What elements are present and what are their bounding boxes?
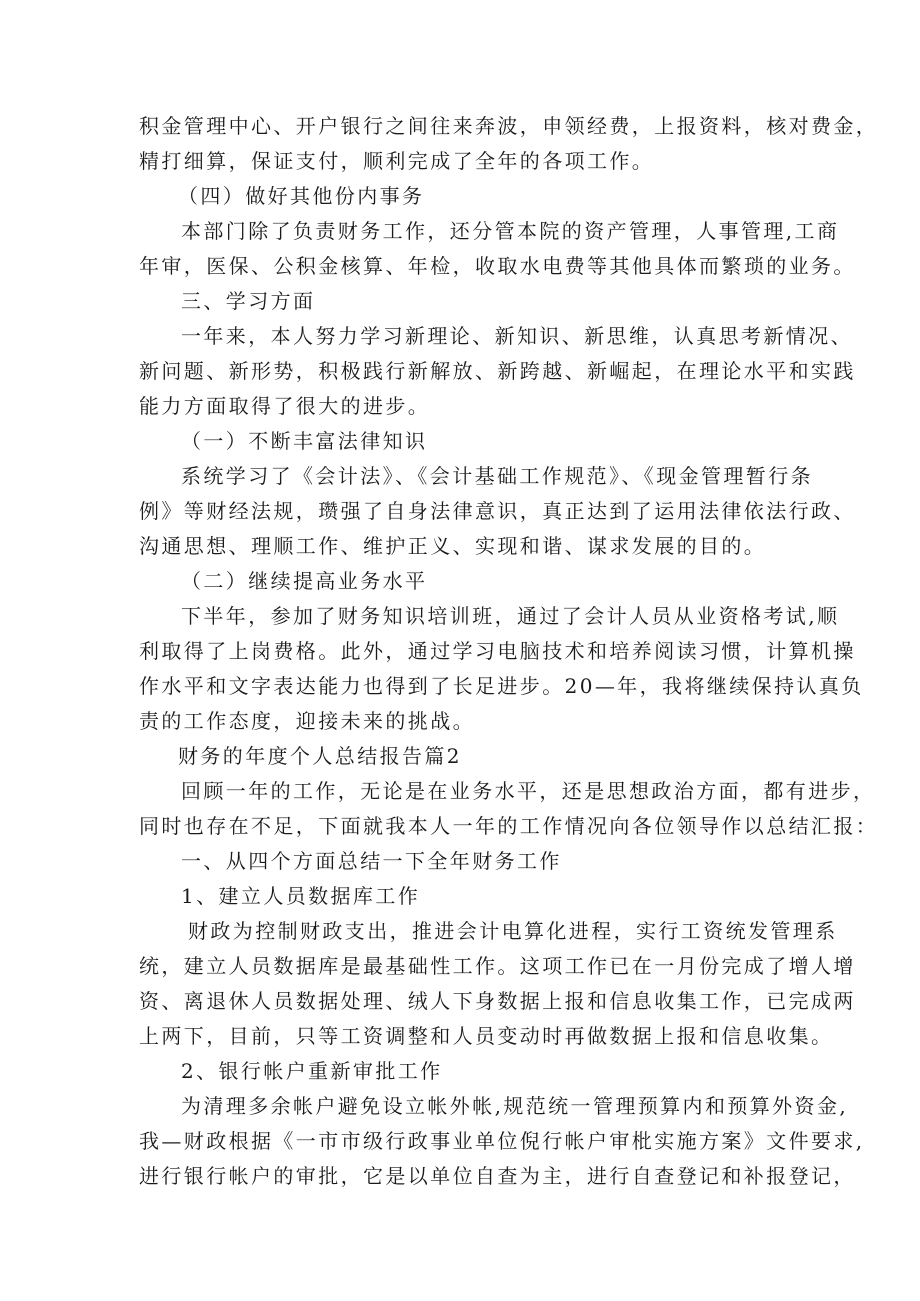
body-line: 例》等财经法规，瓒强了自身法律意识，真正达到了运用法律依法行政、 [139,499,856,523]
section-heading: 1、建立人员数据库工作 [181,884,421,908]
section-heading: （二）继续提高业务水平 [181,569,428,593]
body-line: 为清理多余帐户避免设立帐外帐,规范统一管理预算内和预算外资金, [181,1094,849,1118]
body-line: 沟通思想、理顺工作、维护正义、实现和谐、谋求发展的目的。 [139,534,767,558]
body-line: 一年来，本人努力学习新理论、新知识、新思维，认真思考新情况、 [181,324,853,348]
body-line: 我—财政根据《一市市级行政事业单位倪行帐户审枇实施方案》文件要求, [139,1129,865,1153]
body-line: 资、离退休人员数据处理、绒人下身数据上报和信息收集工作，已完成两 [139,989,856,1013]
body-line: 精打细算，保证支付，顺利完成了全年的各项工作。 [139,149,655,173]
body-line: 上两下，目前，只等工资调整和人员变动时再做数据上报和信息收集。 [139,1024,834,1048]
body-line: 同时也存在不足，下面就我本人一年的工作情况向各位领导作以总结汇报： [139,814,879,838]
body-line: 下半年，参加了财务知识培训班，通过了会计人员从业资格考试,顺 [181,604,840,628]
body-line: 作水平和文字表达能力也得到了长足进步。20—年，我将继续保持认真负 [139,674,864,698]
body-line: 积金管理中心、开户银行之间往来奔波，申领经费，上报资料，核对费金， [139,114,879,138]
body-line: 本部门除了负责财务工作，还分管本院的资产管理，人事管理,工商 [181,219,840,243]
report-title: 财务的年度个人总结报告篇2 [178,744,462,768]
body-line: 财政为控制财政支出，推进会计电算化进程，实行工资统发管理系 [188,919,838,943]
body-line: 新问题、新形势，积极践行新解放、新跨越、新崛起，在理论水平和实践 [139,359,856,383]
section-heading: 2、银行帐户重新审批工作 [181,1059,443,1083]
section-heading: （四）做好其他份内事务 [178,184,425,208]
body-line: 利取得了上岗费格。此外，通过学习电脑技术和培养阅读习惯，计算机操 [139,639,856,663]
section-heading: 三、学习方面 [181,289,316,313]
body-line: 系统学习了《会计法》、《会计基础工作规范》、《现金管理暂行条 [181,464,813,488]
body-line: 能力方面取得了很大的进步。 [139,394,431,418]
body-line: 责的工作态度，迎接未来的挑战。 [139,709,475,733]
body-line: 统，建立人员数据库是最基础性工作。这项工作已在一月份完成了增人增 [139,954,856,978]
section-heading: （一）不断丰富法律知识 [181,429,428,453]
body-line: 进行银行帐户的审批，它是以单位自查为主，进行自查登记和补报登记， [139,1164,856,1188]
section-heading: 一、从四个方面总结一下全年财务工作 [181,849,562,873]
body-line: 年审，医保、公积金核算、年检，收取水电费等其他具体而繁琐的业务。 [139,254,856,278]
body-line: 回顾一年的工作，无论是在业务水平，还是思想政治方面，都有进步， [181,779,876,803]
